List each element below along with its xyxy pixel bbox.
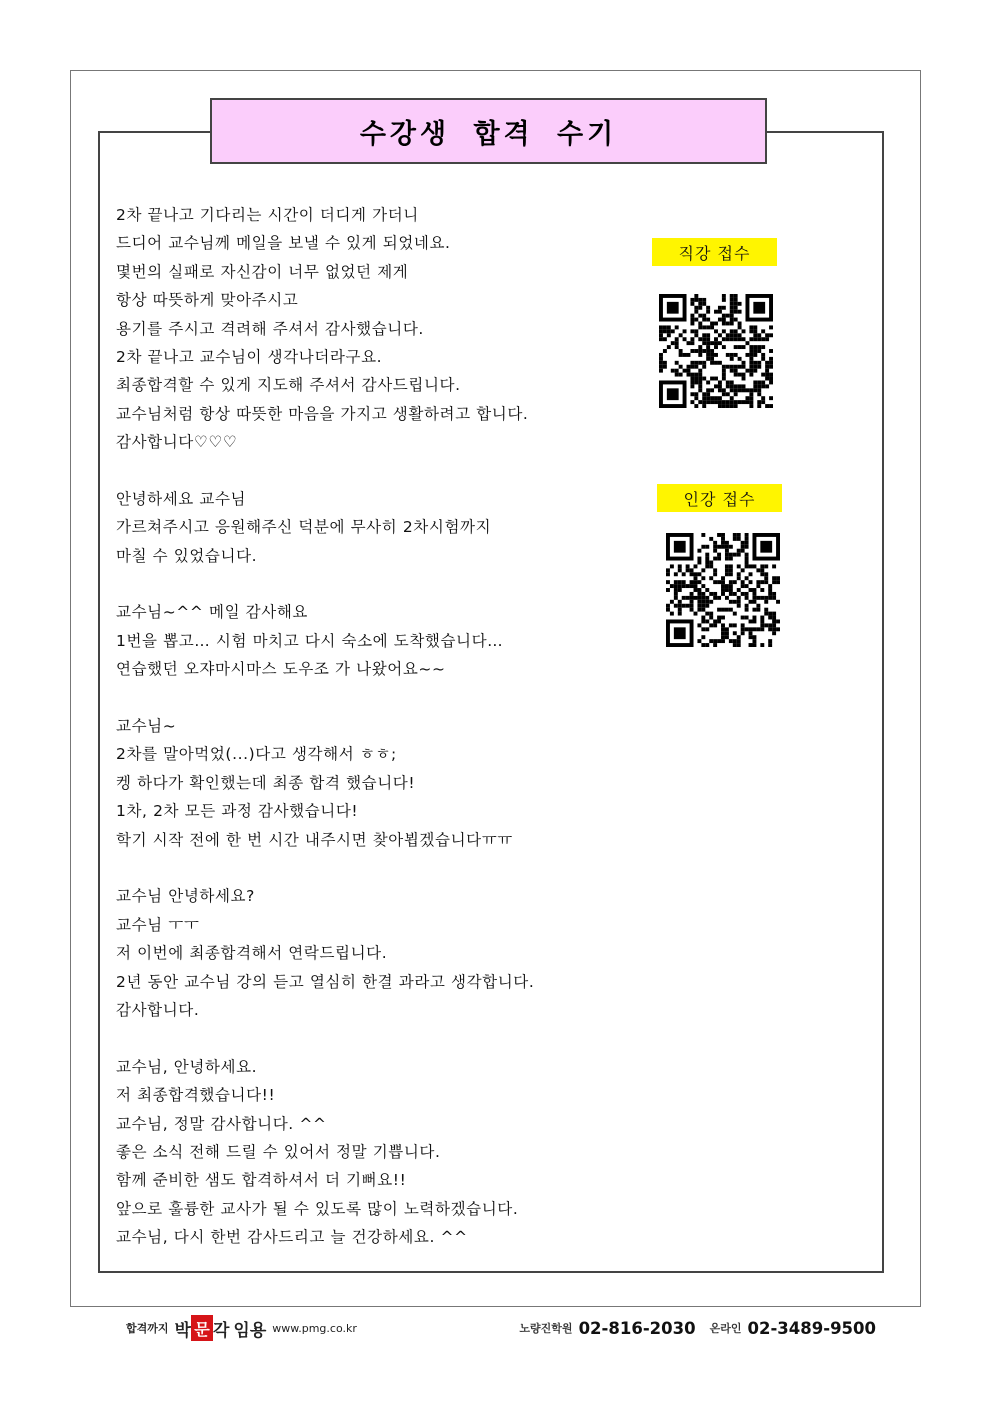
paragraph: [116, 598, 636, 683]
brand-logo-part2: 문: [191, 1315, 213, 1341]
text-line: 교수님처럼 항상 따뜻한 마음을 가지고 생활하려고 합니다.: [116, 404, 529, 423]
text-line: 마칠 수 있었습니다.: [116, 546, 258, 565]
text-line: 켕 하다가 확인했는데 최종 합격 했습니다!: [116, 773, 416, 792]
text-line: 감사합니다♡♡♡: [116, 433, 238, 452]
text-line: 안녕하세요 교수님: [116, 489, 247, 508]
footer-slogan: 합격까지: [126, 1322, 169, 1335]
online-register-label: 인강 접수: [657, 484, 782, 512]
online-contact-label: 온라인: [709, 1322, 742, 1335]
text-line: 2차 끝나고 기다리는 시간이 더디게 가더니: [116, 206, 419, 224]
testimonial-text: [116, 201, 636, 1280]
text-line: 2차를 말아먹었(...)다고 생각해서 ㅎㅎ;: [116, 745, 397, 764]
text-line: 교수님~: [116, 717, 177, 736]
paragraph: [116, 201, 636, 457]
brand-logo-part1: 박: [174, 1320, 191, 1341]
brand-logo-part4: 임용: [233, 1320, 267, 1341]
paragraph: [116, 1053, 636, 1252]
footer-url[interactable]: www.pmg.co.kr: [272, 1321, 357, 1335]
text-line: 교수님, 다시 한번 감사드리고 늘 건강하세요. ^^: [116, 1228, 468, 1247]
text-line: 연습했던 오쟈마시마스 도우조 가 나왔어요~~: [116, 660, 446, 679]
text-line: 저 최종합격했습니다!!: [116, 1086, 276, 1105]
offline-contact-label: 노량진학원: [519, 1322, 573, 1335]
offline-register-label: 직강 접수: [652, 238, 777, 266]
page-title: 수강생 합격 수기: [359, 118, 618, 150]
footer-contacts: [519, 1313, 876, 1343]
text-line: 1번을 뽑고… 시험 마치고 다시 숙소에 도착했습니다…: [116, 631, 504, 650]
paragraph: [116, 882, 636, 1024]
text-line: 감사합니다.: [116, 1000, 200, 1019]
text-line: 드디어 교수님께 메일을 보낼 수 있게 되었네요.: [116, 234, 451, 253]
text-line: 용기를 주시고 격려해 주셔서 감사했습니다.: [116, 319, 424, 338]
text-line: 2차 끝나고 교수님이 생각나더라구요.: [116, 347, 383, 366]
text-line: 좋은 소식 전해 드릴 수 있어서 정말 기쁩니다.: [116, 1142, 441, 1161]
text-line: 가르쳐주시고 응원해주신 덕분에 무사히 2차시험까지: [116, 518, 492, 537]
offline-contact-phone[interactable]: 02-816-2030: [578, 1318, 696, 1338]
text-line: 함께 준비한 샘도 합격하셔서 더 기뻐요!!: [116, 1171, 407, 1190]
text-line: 저 이번에 최종합격해서 연락드립니다.: [116, 944, 388, 963]
brand-logo-part3: 각: [212, 1320, 230, 1341]
online-contact-phone[interactable]: 02-3489-9500: [747, 1318, 876, 1338]
offline-register-qr-code[interactable]: [659, 294, 773, 408]
text-line: 몇번의 실패로 자신감이 너무 없었던 제게: [116, 262, 409, 281]
text-line: 최종합격할 수 있게 지도해 주셔서 감사드립니다.: [116, 376, 461, 395]
text-line: 2년 동안 교수님 강의 듣고 열심히 한결 과라고 생각합니다.: [116, 972, 535, 991]
text-line: 교수님 안녕하세요?: [116, 887, 255, 906]
text-line: 항상 따뜻하게 맞아주시고: [116, 291, 299, 310]
text-line: 1차, 2차 모든 과정 감사했습니다!: [116, 802, 359, 821]
paragraph: [116, 712, 636, 854]
text-line: 교수님, 안녕하세요.: [116, 1057, 258, 1076]
text-line: 교수님, 정말 감사합니다. ^^: [116, 1114, 327, 1133]
brand-logo[interactable]: [175, 1315, 267, 1341]
text-line: 앞으로 훌륭한 교사가 될 수 있도록 많이 노력하겠습니다.: [116, 1199, 519, 1218]
online-register-qr-code[interactable]: [666, 533, 780, 647]
text-line: 학기 시작 전에 한 번 시간 내주시면 찾아뵙겠습니다ㅠㅠ: [116, 830, 513, 849]
footer-brand: [126, 1313, 357, 1343]
paragraph: [116, 485, 636, 570]
text-line: 교수님~^^ 메일 감사해요: [116, 603, 308, 622]
text-line: 교수님 ㅜㅜ: [116, 915, 200, 934]
title-banner: [210, 98, 767, 164]
